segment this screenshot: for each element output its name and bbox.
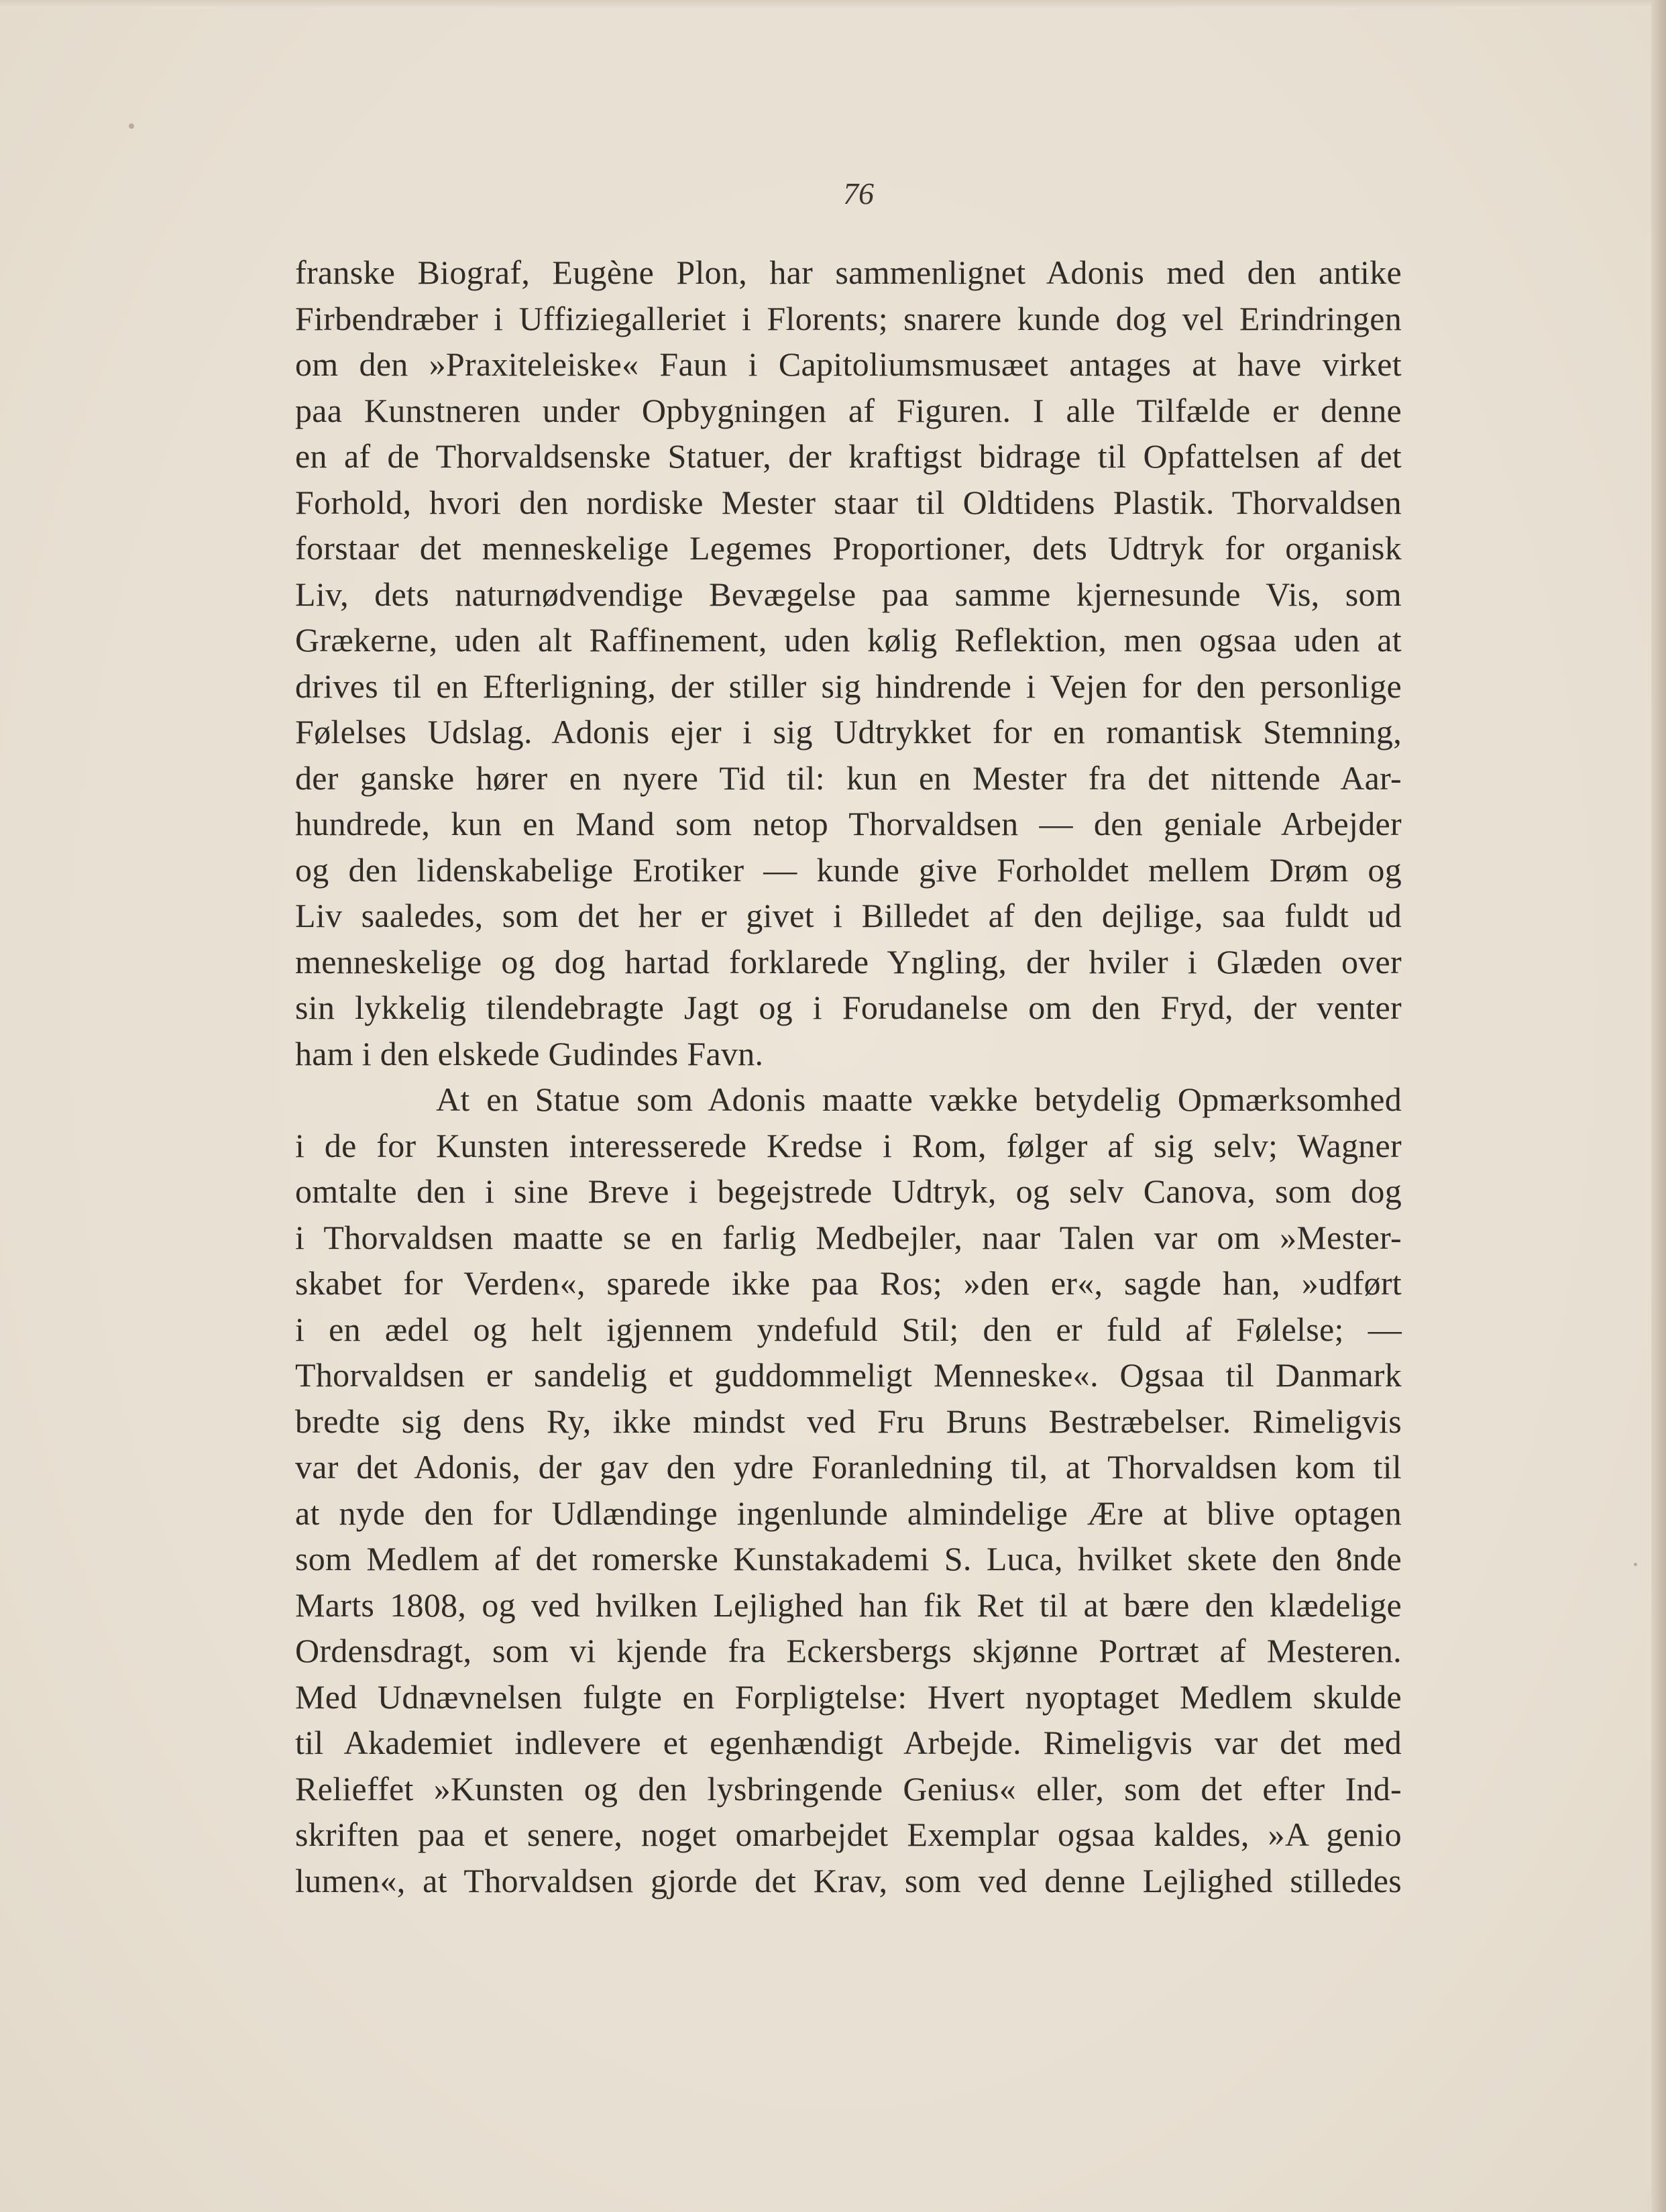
text-line: sin lykkelig tilendebragte Jagt og i Forudanelse om den Fryd, der venter xyxy=(295,989,1402,1026)
text-line: franske Biograf, Eugène Plon, har sammenlignet Adonis med den antike xyxy=(295,254,1402,291)
text-line: bredte sig dens Ry, ikke mindst ved Fru Bruns Bestræbelser. Rimeligvis xyxy=(295,1402,1402,1440)
paper-speck xyxy=(1634,1563,1637,1566)
text-line: om den »Praxiteleiske« Faun i Capitoliumsmusæet antages at have virket xyxy=(295,345,1402,383)
text-line: var det Adonis, der gav den ydre Foranledning til, at Thorvaldsen kom til xyxy=(295,1448,1402,1486)
text-line: der ganske hører en nyere Tid til: kun en Mester fra det nittende Aar- xyxy=(295,759,1402,797)
text-line: Firbendræber i Uffiziegalleriet i Florents; snarere kunde dog vel Erindringen xyxy=(295,299,1402,337)
text-line: skabet for Verden«, sparede ikke paa Ros; »den er«, sagde han, »udført xyxy=(295,1264,1402,1302)
text-line: Følelses Udslag. Adonis ejer i sig Udtrykket for en romantisk Stemning, xyxy=(295,713,1402,751)
text-line: hundrede, kun en Mand som netop Thorvaldsen — den geniale Arbejder xyxy=(295,805,1402,842)
text-line: menneskelige og dog hartad forklarede Yngling, der hviler i Glæden over xyxy=(295,942,1402,981)
text-line: i Thorvaldsen maatte se en farlig Medbejler, naar Talen var om »Mester- xyxy=(295,1218,1402,1256)
text-line: i en ædel og helt igjennem yndefuld Stil; den er fuld af Følelse; — xyxy=(295,1310,1402,1348)
text-line: skriften paa et senere, noget omarbejdet Exemplar ogsaa kaldes, »A genio xyxy=(295,1816,1402,1853)
text-line: Grækerne, uden alt Raffinement, uden kølig Reflektion, men ogsaa uden at xyxy=(295,621,1402,659)
text-line: omtalte den i sine Breve i begejstrede Udtryk, og selv Canova, som dog xyxy=(295,1172,1402,1210)
text-line: Ordensdragt, som vi kjende fra Eckersbergs skjønne Portræt af Mesteren. xyxy=(295,1632,1402,1669)
text-line: Relieffet »Kunsten og den lysbringende Genius« eller, som det efter Ind- xyxy=(295,1769,1402,1808)
text-line: ham i den elskede Gudindes Favn. xyxy=(295,1034,764,1072)
paper-speck xyxy=(129,123,134,129)
text-line: paa Kunstneren under Opbygningen af Figuren. I alle Tilfælde er denne xyxy=(295,391,1402,429)
page-top-edge xyxy=(0,0,1666,8)
text-line: Forhold, hvori den nordiske Mester staar til Oldtidens Plastik. Thorvaldsen xyxy=(295,483,1402,521)
text-line: Med Udnævnelsen fulgte en Forpligtelse: Hvert nyoptaget Medlem skulde xyxy=(295,1677,1402,1716)
text-line: At en Statue som Adonis maatte vække betydelig Opmærksomhed xyxy=(436,1081,1402,1118)
text-line: forstaar det menneskelige Legemes Proportioner, dets Udtryk for organisk xyxy=(295,529,1402,567)
text-line: Thorvaldsen er sandelig et guddommeligt Menneske«. Ogsaa til Danmark xyxy=(295,1356,1402,1394)
text-line: i de for Kunsten interesserede Kredse i Rom, følger af sig selv; Wagner xyxy=(295,1126,1402,1164)
text-line: til Akademiet indlevere et egenhændigt Arbejde. Rimeligvis var det med xyxy=(295,1724,1402,1761)
page-right-edge xyxy=(1651,0,1666,2212)
text-line: som Medlem af det romerske Kunstakademi S. Luca, hvilket skete den 8nde xyxy=(295,1540,1402,1578)
paragraph-2 xyxy=(295,1076,1402,1903)
text-line: en af de Thorvaldsenske Statuer, der kraftigst bidrage til Opfattelsen af det xyxy=(295,437,1402,475)
text-line: Liv, dets naturnødvendige Bevægelse paa samme kjernesunde Vis, som xyxy=(295,575,1402,613)
text-line: at nyde den for Udlændinge ingenlunde almindelige Ære at blive optagen xyxy=(295,1494,1402,1532)
body-text xyxy=(295,250,1402,1903)
paragraph-1 xyxy=(295,250,1402,1076)
text-line: lumen«, at Thorvaldsen gjorde det Krav, som ved denne Lejlighed stilledes xyxy=(295,1861,1402,1899)
page-number: 76 xyxy=(843,176,874,211)
text-line: og den lidenskabelige Erotiker — kunde give Forholdet mellem Drøm og xyxy=(295,850,1402,889)
text-line: Liv saaledes, som det her er givet i Billedet af den dejlige, saa fuldt ud xyxy=(295,897,1402,934)
text-line: Marts 1808, og ved hvilken Lejlighed han fik Ret til at bære den klædelige xyxy=(295,1586,1402,1624)
text-line: drives til en Efterligning, der stiller sig hindrende i Vejen for den personlige xyxy=(295,667,1402,705)
